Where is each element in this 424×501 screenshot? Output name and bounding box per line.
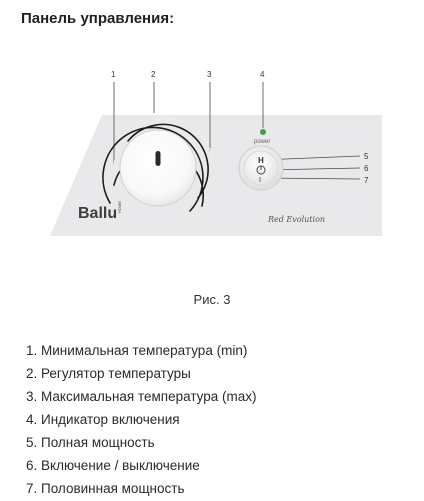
legend-item: 6. Включение / выключение bbox=[26, 458, 200, 473]
callout-6: 6 bbox=[364, 164, 369, 173]
legend-item: 7. Половинная мощность bbox=[26, 481, 185, 496]
legend-item: 5. Полная мощность bbox=[26, 435, 155, 450]
power-label: power bbox=[254, 139, 271, 145]
callout-7: 7 bbox=[364, 176, 369, 185]
brand-superscript: HOME bbox=[117, 201, 122, 213]
rocker-switch-icon[interactable] bbox=[239, 146, 283, 190]
knob-indicator bbox=[156, 151, 161, 166]
legend-item: 3. Максимальная температура (max) bbox=[26, 389, 257, 404]
series-script: Red Evolution bbox=[268, 215, 326, 224]
callout-3: 3 bbox=[207, 70, 212, 79]
legend-item: 2. Регулятор температуры bbox=[26, 366, 191, 381]
power-led-icon bbox=[260, 129, 266, 135]
callout-5: 5 bbox=[364, 152, 369, 161]
thermostat-knob-icon[interactable] bbox=[120, 130, 196, 206]
page-heading: Панель управления: bbox=[21, 10, 175, 27]
callout-2: 2 bbox=[151, 70, 156, 79]
figure-caption: Рис. 3 bbox=[193, 292, 231, 307]
legend-list bbox=[26, 339, 257, 500]
switch-mark-full: H bbox=[258, 156, 264, 165]
switch-mark-half: I bbox=[259, 177, 261, 184]
legend-item: 4. Индикатор включения bbox=[26, 412, 180, 427]
callout-1: 1 bbox=[111, 70, 116, 79]
legend-item: 1. Минимальная температура (min) bbox=[26, 343, 248, 358]
brand-logo: Ballu bbox=[78, 205, 118, 222]
callout-4: 4 bbox=[260, 70, 265, 79]
